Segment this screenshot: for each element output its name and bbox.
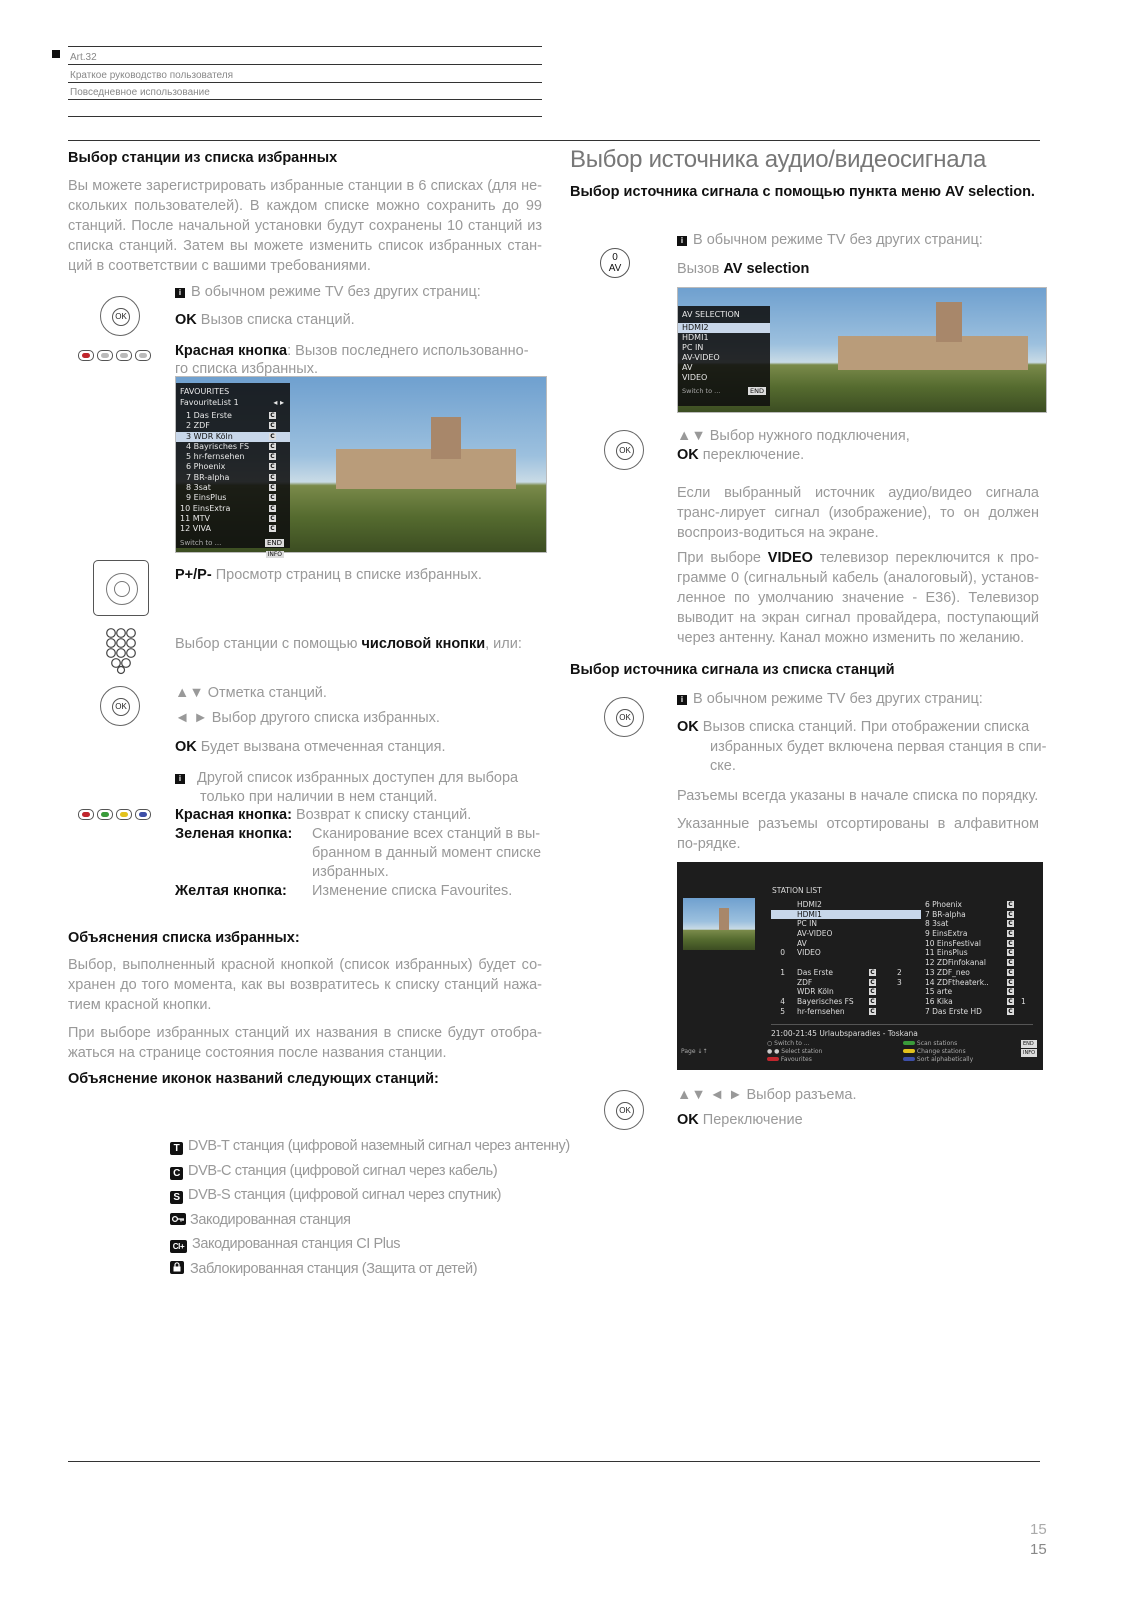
station-row[interactable] [925, 900, 1037, 910]
station-name: AV-VIDEO [797, 929, 833, 939]
ok-text: переключение. [702, 447, 805, 463]
av-updown-instruction: ▲▼ Выбор нужного подключения, [677, 428, 910, 444]
station-name: 7 BR-alpha [925, 909, 966, 919]
header-rule [68, 46, 542, 47]
ok-label: OK [677, 447, 699, 463]
cable-icon: C [1008, 901, 1013, 908]
cable-icon: C [870, 968, 875, 976]
dvb-c-icon: C [170, 1167, 183, 1180]
cable-icon: C [1008, 910, 1013, 918]
station-number: 1 [780, 967, 785, 977]
cable-icon: C [870, 997, 875, 1005]
icon-legend-item [170, 1234, 570, 1259]
cable-icon: C [1008, 997, 1013, 1005]
arrow-updown-instruction: ▲▼ Отметка станций. [175, 685, 327, 701]
station-name: HDMI1 [797, 909, 822, 919]
header-section: Повседневное использование [70, 87, 210, 98]
station-name: 3 WDR Köln [186, 431, 233, 441]
station-name: Das Erste [797, 967, 833, 977]
station-name: 10 EinsExtra [180, 503, 231, 513]
station-name: 12 VIVA [180, 524, 211, 534]
favourites-note [175, 768, 518, 788]
av-paragraph: Если выбранный источник аудио/видео сигнала транс-лирует сигнал (изображение), то он должен воспроиз-водиться на экране. [677, 485, 1039, 541]
pp-label: P+/P- [175, 567, 212, 583]
station-name: 9 EinsExtra [925, 929, 968, 939]
icon-legend [170, 1136, 570, 1283]
dvb-s-icon: S [170, 1191, 183, 1204]
red-text: : Вызов последнего использованно- [287, 343, 529, 359]
cable-icon: C [270, 463, 275, 471]
icon-legend-text: DVB-C станция (цифровой сигнал через кабель) [188, 1162, 498, 1179]
section-heading: Объяснение иконок названий следующих станций: [68, 1071, 439, 1087]
station-row[interactable] [925, 987, 1037, 997]
normal-mode-note [677, 230, 983, 250]
ok-label: OK [677, 719, 699, 735]
favourite-station-item[interactable] [176, 493, 290, 503]
ok-remote-icon: OK [604, 430, 644, 470]
ok-remote-icon: OK [100, 296, 140, 336]
connectors-paragraph: Разъемы всегда указаны в начале списка по порядку. [677, 788, 1039, 804]
end-key: END [266, 538, 282, 547]
info-icon: i [175, 774, 185, 784]
green-button-text: избранных. [312, 864, 389, 880]
station-name: WDR Köln [797, 987, 834, 997]
red-button-instruction [175, 341, 529, 361]
ok-text: Вызов списка станций. При отображении списка [702, 719, 1030, 735]
station-name: 6 Phoenix [925, 900, 962, 909]
station-column-number [897, 919, 911, 929]
cable-icon: C [870, 988, 875, 996]
av-source-item[interactable]: HDMI2 [678, 323, 770, 333]
station-column-number [897, 900, 911, 910]
ok-remote-icon: OK [604, 1090, 644, 1130]
station-column-number [897, 948, 911, 958]
favourite-station-item[interactable] [176, 483, 290, 493]
favourites-note-cont: только при наличии в нем станций. [200, 789, 438, 805]
red-button-instruction-cont: го списка избранных. [175, 361, 319, 377]
page-title: Выбор источника аудио/видеосигнала [570, 146, 986, 173]
section-heading: Объяснения списка избранных: [68, 930, 300, 946]
ok-instruction [175, 310, 355, 330]
ok-instruction [677, 445, 804, 465]
ok-text: Вызов списка станций. [200, 312, 355, 328]
station-row[interactable] [925, 948, 1037, 958]
station-name: VIDEO [797, 948, 821, 958]
icon-legend-text: Закодированная станция [190, 1211, 351, 1228]
key-icon [170, 1211, 186, 1223]
station-row[interactable] [925, 910, 1037, 920]
av-source-item[interactable]: PC IN [682, 343, 704, 352]
green-label: Зеленая кнопка: [175, 826, 293, 842]
cable-icon: C [870, 1007, 875, 1015]
av-selection-osd [678, 306, 770, 406]
favourite-station-item[interactable] [176, 473, 290, 483]
icon-legend-text: Заблокированная станция (Защита от детей) [190, 1260, 478, 1277]
station-row[interactable] [925, 939, 1037, 949]
number-key-instruction [175, 634, 522, 654]
explanation-paragraph: Выбор, выполненный красной кнопкой (список избранных) будет со-хранен до того момента, как вы возвратитесь к списку станций нажа-тием красной кнопки. [68, 957, 542, 1013]
cable-icon: C [1008, 920, 1013, 928]
icon-legend-text: DVB-S станция (цифровой сигнал через спутник) [188, 1187, 502, 1203]
station-name: 7 Das Erste HD [925, 1006, 982, 1016]
station-column-number [897, 958, 911, 968]
video-paragraph [677, 548, 1039, 648]
favourite-station-item[interactable] [176, 462, 290, 472]
num-pre: Выбор станции с помощью [175, 636, 358, 652]
cable-icon: C [270, 484, 275, 492]
station-list-screenshot: STATION LIST HDMI2 HDMI1 PC IN AV-VIDEO AV 0 VIDEO 1 Das Erste C ZDF C WDR Köln C 4 Bayerisches FS C 5 hr-fernsehen C 2 3 6 Phoenix C 7 BR-alpha C 8 3sat C 9 EinsExtra C 10 EinsFestival C 11 EinsPlus C 12 ZDFinfokanal C 13 ZDF_neo C 14 ZDFtheaterk.. C 15 arte C 16 Kika C 1 7 Das Erste HD C 21:00-21:45 Urlaubsparadies - Toskana Page ↓↑ ○ Switch to ... ● ● Select station Favourites Scan stations Change stations Sort alphabetically END INFO [677, 862, 1043, 1070]
station-row[interactable] [925, 968, 1037, 978]
ok-label: OK [175, 739, 197, 755]
page-number: 15 [1030, 1541, 1047, 1558]
cable-icon: C [1008, 949, 1013, 957]
normal-mode-note [677, 689, 983, 709]
icon-legend-text: DVB-T станция (цифровой наземный сигнал через антенну) [188, 1138, 570, 1154]
favourites-osd: FAVOURITES FavouriteList 1 ◂ ▸ 1 Das Erste C 2 ZDF C 3 WDR Köln C 4 Bayrisches FS C 5 hr-fernsehen C 6 Phoenix C 7 BR-alpha C 8 3sat C 9 EinsPlus C 10 EinsExtra C 11 MTV C 12 VIVA C Switch to ... END INFO [176, 383, 290, 548]
switch-hint: Switch to ... [774, 1040, 810, 1047]
note-text: В обычном режиме TV без других страниц: [191, 284, 481, 300]
scan-hint: Scan stations [916, 1040, 958, 1047]
cable-icon: C [270, 473, 275, 481]
preview-thumbnail [683, 898, 755, 950]
ok-instruction-cont: ске. [710, 758, 736, 774]
av-call-instruction [677, 259, 809, 279]
explanation-paragraph: При выборе избранных станций их названия в списке будут отобра-жаться на странице состояния после названия станции. [68, 1025, 542, 1061]
station-name: hr-fernsehen [797, 1006, 845, 1016]
note-text: В обычном режиме TV без других страниц: [693, 691, 983, 707]
call-pre: Вызов [677, 261, 720, 277]
av-source-item[interactable]: VIDEO [682, 373, 708, 382]
lock-icon [170, 1260, 186, 1272]
yellow-label: Желтая кнопка: [175, 883, 287, 899]
station-name: 11 MTV [180, 513, 210, 523]
info-icon: i [677, 236, 687, 246]
end-key: END [750, 387, 764, 395]
icon-legend-item [170, 1161, 570, 1186]
station-row[interactable] [925, 958, 1037, 968]
dvb-t-icon: T [170, 1142, 183, 1155]
header-rule [68, 64, 542, 65]
station-name: 4 Bayrisches FS [186, 441, 250, 451]
num-label: числовой кнопки [361, 636, 486, 652]
cable-icon: C [1008, 930, 1013, 938]
green-button-text: бранном в данный момент списке [312, 845, 542, 861]
video-label: VIDEO [767, 550, 813, 566]
green-button-label [175, 824, 292, 844]
ok-instruction [175, 737, 446, 757]
cable-icon: C [1008, 939, 1013, 947]
cable-icon: C [870, 978, 875, 986]
station-row[interactable] [925, 929, 1037, 939]
cable-icon: C [1008, 978, 1013, 986]
station-column-number [897, 987, 911, 997]
station-name: 13 ZDF_neo [925, 967, 970, 977]
station-name: AV [797, 938, 807, 948]
cable-icon: C [1008, 1007, 1013, 1015]
video-pre: При выборе [677, 550, 761, 566]
station-column-number [897, 910, 911, 920]
number-keys-icon [104, 628, 144, 674]
station-column-number [897, 929, 911, 939]
icon-legend-text: Закодированная станция CI Plus [192, 1236, 401, 1252]
av-source-item[interactable]: AV-VIDEO [682, 353, 720, 362]
red-label: Красная кнопка [175, 343, 288, 359]
favourite-station-item[interactable] [176, 421, 290, 431]
ok-remote-icon: OK [100, 686, 140, 726]
yellow-button-text: Изменение списка Favourites. [312, 883, 513, 899]
num-post: , или: [485, 636, 522, 652]
sort-hint: Sort alphabetically [916, 1056, 974, 1063]
favourites-screenshot [175, 376, 547, 558]
header-model: Art.32 [70, 52, 97, 63]
station-name: 11 EinsPlus [925, 948, 968, 958]
station-name: 14 ZDFtheaterk.. [925, 977, 989, 987]
normal-mode-note [175, 282, 481, 302]
ok-instruction [677, 1110, 803, 1130]
station-name: 10 EinsFestival [925, 938, 981, 948]
cable-icon: C [1008, 968, 1013, 976]
station-name: 7 BR-alpha [186, 472, 230, 482]
info-key: INFO [267, 550, 282, 558]
osd-title: AV SELECTION [682, 310, 740, 319]
favourite-station-item[interactable] [176, 411, 290, 421]
cable-icon: C [1008, 959, 1013, 967]
favourite-station-item[interactable] [176, 452, 290, 462]
red-button-return [175, 805, 471, 825]
ok-label: OK [175, 312, 197, 328]
color-buttons-icon [78, 348, 154, 366]
station-column-number [897, 939, 911, 949]
call-label: AV selection [723, 261, 810, 277]
cable-icon: C [270, 514, 275, 522]
av-key-label: AV [608, 263, 622, 274]
icon-legend-item [170, 1259, 570, 1284]
av-key-icon [600, 248, 630, 278]
osd-switch: Switch to ... [682, 387, 721, 395]
station-column-number [897, 1007, 911, 1017]
station-name: 5 hr-fernsehen [186, 452, 245, 462]
station-name: HDMI2 [797, 900, 822, 909]
header-bullet [52, 50, 60, 58]
favourites-hint: Favourites [780, 1056, 812, 1063]
change-hint: Change stations [916, 1048, 966, 1055]
ok-instruction [677, 717, 1029, 737]
av-source-item[interactable]: AV [682, 363, 693, 372]
av-selection-screenshot [677, 287, 1047, 413]
ok-text: Будет вызвана отмеченная станция. [200, 739, 446, 755]
station-column-number [897, 997, 911, 1007]
osd-switch: Switch to ... [180, 538, 222, 547]
favourite-station-item[interactable] [176, 514, 290, 524]
favourite-station-item[interactable] [176, 432, 290, 442]
cable-icon: C [1008, 988, 1013, 996]
station-name: Bayerisches FS [797, 996, 854, 1006]
station-name: 9 EinsPlus [186, 493, 227, 503]
station-name: PC IN [797, 919, 817, 929]
cable-icon: C [270, 422, 275, 430]
cable-icon: C [270, 525, 275, 533]
green-button-text: Сканирование всех станций в вы- [312, 826, 541, 842]
cable-icon: C [270, 504, 275, 512]
station-name: 16 Kika [925, 996, 953, 1006]
connector-arrows-instruction: ▲▼ ◄ ► Выбор разъема. [677, 1087, 857, 1103]
connectors-paragraph: Указанные разъемы отсортированы в алфавитном по-рядке. [677, 816, 1039, 852]
icon-legend-item [170, 1210, 570, 1235]
pp-text: Просмотр страниц в списке избранных. [215, 567, 482, 583]
bottom-divider [68, 1461, 1040, 1462]
icon-legend-item [170, 1136, 570, 1161]
osd-title: FAVOURITES [180, 387, 230, 396]
station-column-number: 2 [897, 967, 902, 977]
ok-instruction-cont: избранных будет включена первая станция в спи- [710, 739, 1047, 755]
cable-icon: C [270, 453, 275, 461]
station-number: 5 [780, 1006, 785, 1016]
info-icon: i [175, 288, 185, 298]
favourite-station-item[interactable] [176, 504, 290, 514]
station-name: 2 ZDF [186, 421, 210, 431]
station-row[interactable] [925, 997, 1037, 1007]
station-name: 6 Phoenix [186, 462, 226, 472]
station-name: 1 Das Erste [186, 411, 232, 420]
icon-legend-item [170, 1185, 570, 1210]
station-column-number: 3 [897, 977, 902, 987]
station-name: 8 3sat [186, 483, 211, 493]
red-label: Красная кнопка: [175, 807, 292, 823]
red-text: Возврат к списку станций. [295, 807, 472, 823]
header-guide: Краткое руководство пользователя [70, 70, 234, 81]
page-instruction [175, 565, 482, 585]
arrow-leftright-instruction: ◄ ► Выбор другого списка избранных. [175, 710, 440, 726]
station-row[interactable] [925, 978, 1037, 988]
end-key: END [1021, 1040, 1037, 1048]
intro-paragraph: Вы можете зарегистрировать избранные станции в 6 списках (для не-скольких пользователей). В каждом списке можно сохранить до 99 станций. После начальной установки будут сохранены 10 станций из списка станций. Затем вы можете изменить список избранных стан-ций в соответствии с вашими требованиями. [68, 178, 542, 274]
section-heading: Выбор источника сигнала с помощью пункта меню AV selection. [570, 184, 1035, 200]
page-number: 15 [1030, 1521, 1047, 1538]
info-key: INFO [1023, 1050, 1036, 1056]
station-extra: 1 [1021, 996, 1026, 1006]
top-divider [68, 140, 1040, 141]
header-rule [68, 116, 542, 117]
station-row[interactable] [925, 1007, 1037, 1017]
note-text: В обычном режиме TV без других страниц: [693, 232, 983, 248]
station-row[interactable] [925, 919, 1037, 929]
station-number: 4 [780, 996, 785, 1006]
station-name: 12 ZDFinfokanal [925, 958, 986, 968]
info-icon: i [677, 695, 687, 705]
av-source-item[interactable]: HDMI1 [682, 333, 709, 342]
cable-icon: C [270, 494, 275, 502]
station-name: 15 arte [925, 987, 953, 997]
remote-pad-icon [93, 560, 149, 616]
av-key-number: 0 [612, 252, 618, 263]
header-rule [68, 82, 542, 83]
select-hint: Select station [781, 1048, 823, 1055]
ci-plus-icon: CI+ [170, 1240, 187, 1253]
cable-icon: C [270, 442, 275, 450]
ok-remote-icon: OK [604, 697, 644, 737]
cable-icon: C [270, 412, 275, 419]
note-text: Другой список избранных доступен для выбора [197, 770, 519, 786]
section-heading: Выбор станции из списка избранных [68, 150, 338, 166]
ok-label: OK [677, 1112, 699, 1128]
page-hint: Page ↓↑ [681, 1048, 708, 1055]
program-info: 21:00-21:45 Urlaubsparadies - Toskana [771, 1024, 1033, 1038]
station-name: ZDF [797, 977, 813, 987]
station-number: 0 [780, 948, 785, 958]
color-buttons-icon [78, 807, 154, 825]
station-name: 8 3sat [925, 919, 949, 929]
favourite-station-item[interactable] [176, 442, 290, 452]
station-list-title: STATION LIST [772, 886, 822, 895]
section-heading: Выбор источника сигнала из списка станций [570, 662, 895, 678]
video-text: телевизор переключится к про-грамме 0 (сигнальный кабель (аналоговый), установ-ленное по умолчанию значение - E36). Телевизор выводит на экран сигнал провайдера, поступающий через антенну. Канал можно изменить по желанию. [677, 550, 1039, 646]
yellow-button-label [175, 881, 287, 901]
header-rule [68, 99, 542, 100]
ok-text: Переключение [702, 1112, 803, 1128]
osd-list-name: FavouriteList 1 [180, 398, 239, 407]
favourite-station-item[interactable] [176, 524, 290, 534]
cable-icon: C [270, 432, 275, 440]
